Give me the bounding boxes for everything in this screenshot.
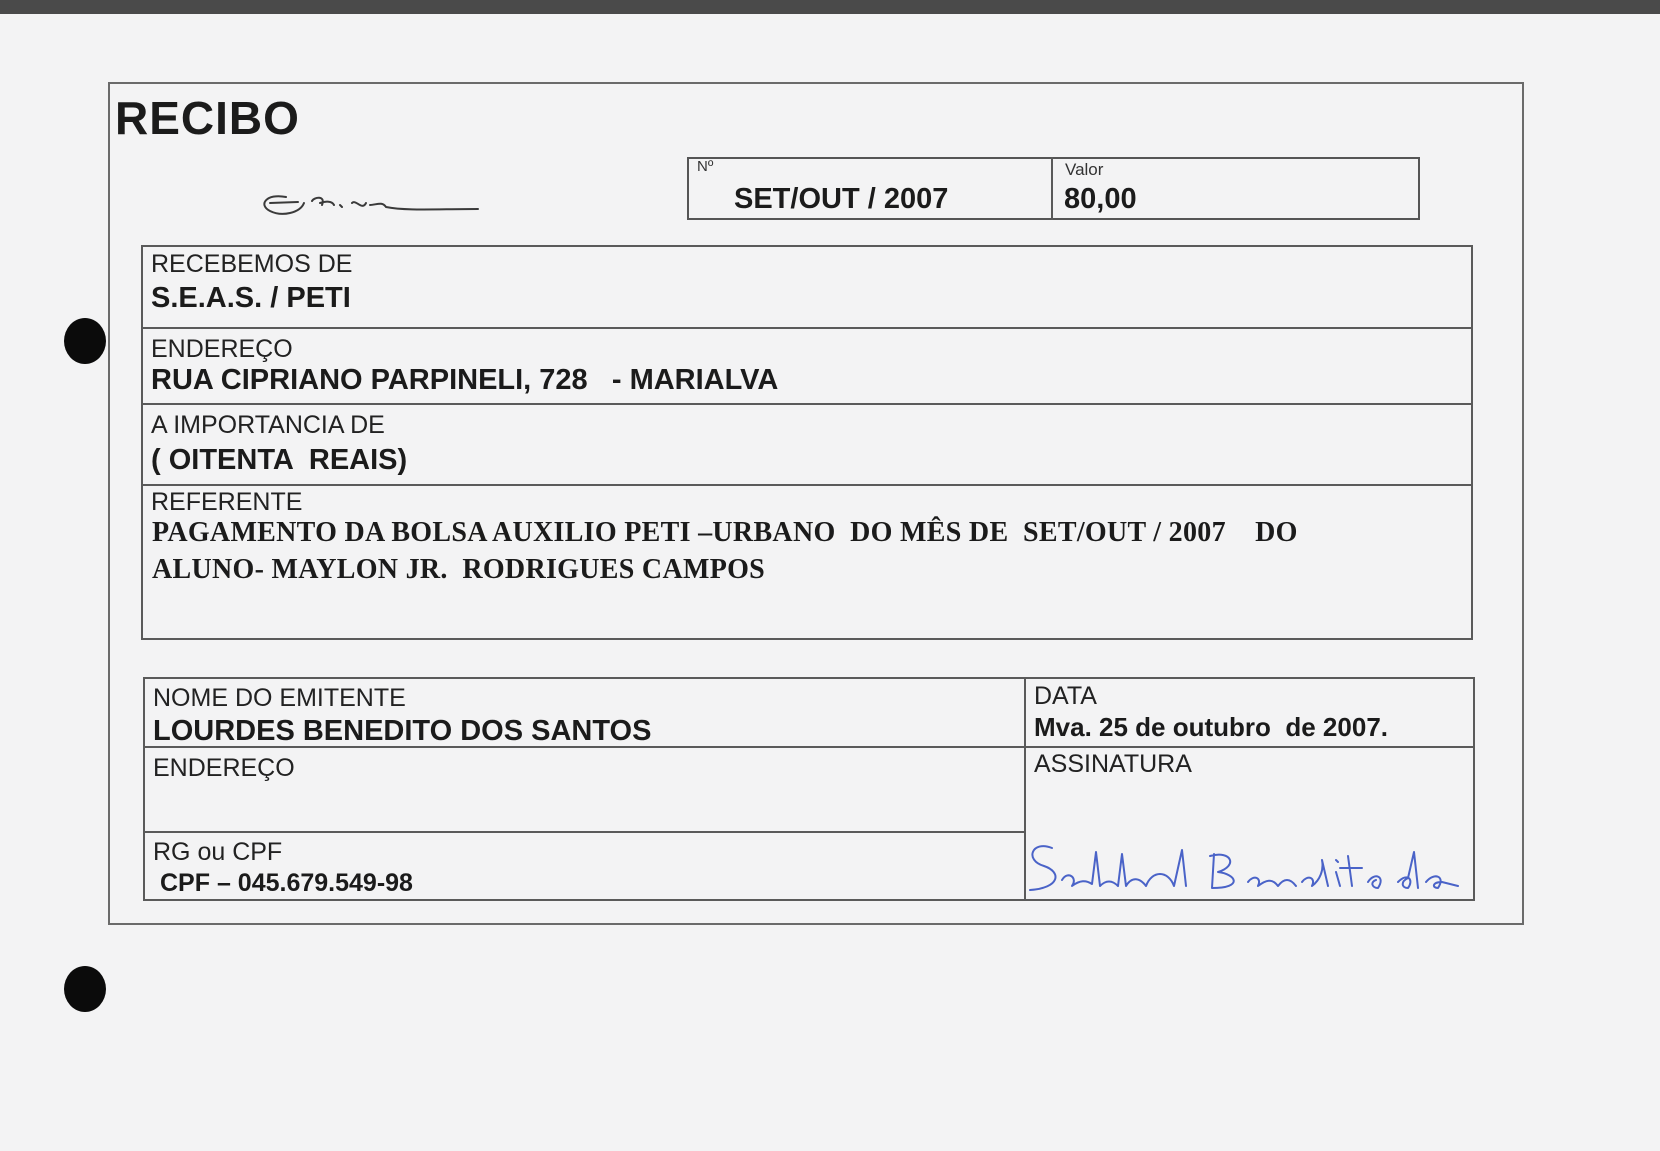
receipt-title: RECIBO — [115, 92, 300, 144]
issuer-name-label: NOME DO EMITENTE — [153, 684, 406, 712]
date-value: Mva. 25 de outubro de 2007. — [1034, 712, 1388, 742]
scribble-mark — [256, 175, 486, 225]
received-from-value: S.E.A.S. / PETI — [151, 282, 351, 314]
reference-line-1: PAGAMENTO DA BOLSA AUXILIO PETI –URBANO DO MÊS DE SET/OUT / 2007 DO — [152, 517, 1298, 548]
date-label: DATA — [1034, 682, 1097, 710]
address-label: ENDEREÇO — [151, 335, 293, 363]
reference-label: REFERENTE — [151, 488, 303, 516]
issuer-address-label: ENDEREÇO — [153, 754, 295, 782]
receipt-number: SET/OUT / 2007 — [734, 183, 949, 215]
punch-hole-icon — [64, 966, 106, 1012]
amount-words-label: A IMPORTANCIA DE — [151, 411, 385, 439]
reference-text — [152, 514, 1402, 588]
reference-line-2: ALUNO- MAYLON JR. RODRIGUES CAMPOS — [152, 554, 766, 585]
issuer-name-value: LOURDES BENEDITO DOS SANTOS — [153, 715, 652, 747]
received-from-label: RECEBEMOS DE — [151, 250, 353, 278]
amount-words-value: ( OITENTA REAIS) — [151, 444, 408, 476]
signature-label: ASSINATURA — [1034, 750, 1192, 778]
address-value: RUA CIPRIANO PARPINELI, 728 - MARIALVA — [151, 364, 779, 396]
number-label: Nº — [697, 158, 714, 175]
handwritten-signature — [1022, 830, 1482, 900]
punch-hole-icon — [64, 318, 106, 364]
amount-value: 80,00 — [1064, 183, 1137, 215]
amount-label: Valor — [1065, 160, 1104, 179]
id-doc-label: RG ou CPF — [153, 838, 283, 866]
id-doc-value: CPF – 045.679.549-98 — [160, 869, 413, 897]
